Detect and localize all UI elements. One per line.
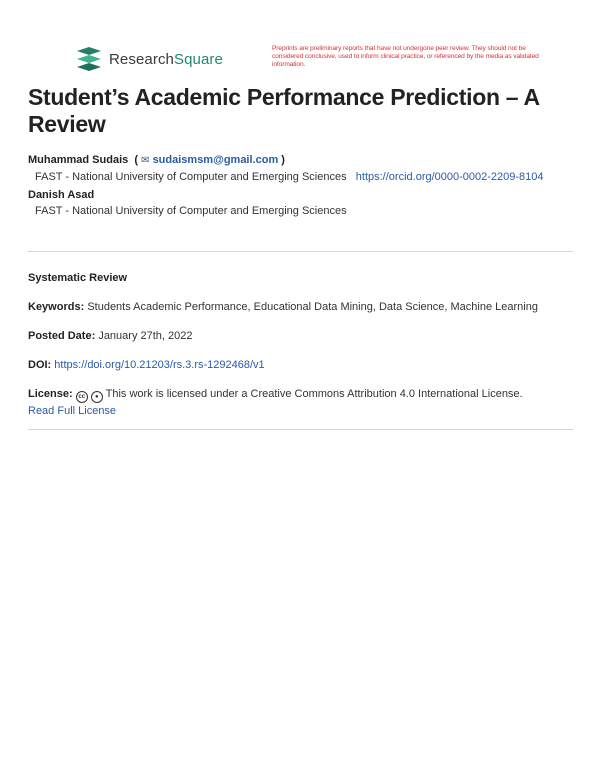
doi-row [28,357,573,373]
logo-text-square: Square [174,50,223,68]
keywords-row [28,299,573,315]
posted-date-row [28,328,573,344]
author-email-link[interactable]: sudaismsm@gmail.com [152,154,279,166]
doi-label: DOI: [28,359,52,371]
header [0,0,600,80]
envelope-icon: ✉ [141,155,150,166]
research-square-logo[interactable] [75,47,223,71]
posted-date-value: January 27th, 2022 [98,330,193,342]
logo-text-research: Research [109,50,174,68]
author-affiliation: FAST - National University of Computer and Emerging Sciences [35,205,347,217]
paper-title: Student’s Academic Performance Prediction – A Review [28,84,539,137]
license-row [28,386,573,419]
author-name: Danish Asad [28,189,95,201]
author-entry [28,187,573,219]
doi-link[interactable]: https://doi.org/10.21203/rs.3.rs-1292468/v1 [54,359,265,371]
author-list [28,152,573,219]
read-full-license-link[interactable]: Read Full License [28,405,117,417]
posted-date-label: Posted Date: [28,330,96,342]
license-text: This work is licensed under a Creative Commons Attribution 4.0 International License. [105,388,523,400]
creative-commons-icon: cc [76,391,88,403]
divider-top [28,251,573,252]
author-entry [28,152,573,185]
keywords-label: Keywords: [28,301,85,313]
keywords-value: Students Academic Performance, Educational Data Mining, Data Science, Machine Learning [87,301,538,313]
research-square-logo-icon [75,47,103,71]
attribution-icon: ● [91,391,103,403]
author-name: Muhammad Sudais [28,154,129,166]
logo-wordmark [109,51,223,68]
article-type [28,270,573,286]
license-label: License: [28,388,73,400]
paren-close: ) [281,154,285,166]
paren-open: ( [131,154,139,166]
preprint-disclaimer: Preprints are preliminary reports that have not undergone peer review. They should not be considered conclusive, used to inform clinical practice, or referenced by the media as validated information. [272,45,539,68]
orcid-link[interactable]: https://orcid.org/0000-0002-2209-8104 [355,171,544,183]
divider-bottom [28,429,573,430]
article-type-value: Systematic Review [28,272,128,284]
author-affiliation: FAST - National University of Computer and Emerging Sciences [35,171,347,183]
